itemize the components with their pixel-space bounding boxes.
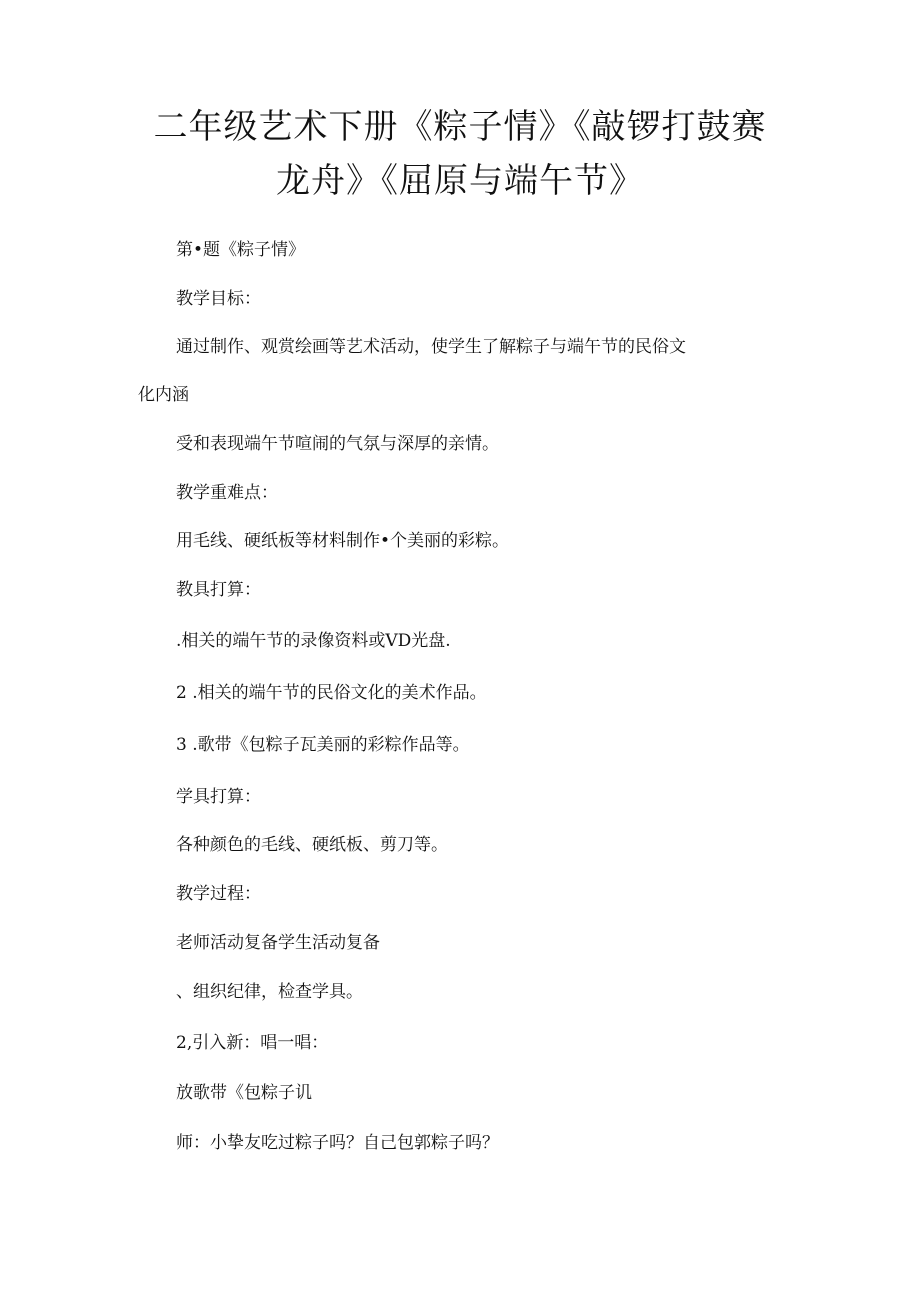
teacher-question: 师：小挚友吃过粽子吗？自己包郭粽子吗？ [176,1133,499,1153]
process-step-2-detail: 放歌带《包粽子讥 [176,1083,312,1103]
teaching-goals-text-cont: 化内涵 [138,385,189,405]
teaching-goals-text-2: 受和表现端午节喧闹的气氛与深厚的亲情。 [176,434,499,454]
process-step-2: 2,引入新：唱一唱： [176,1033,329,1053]
teaching-aids-item-2: 2 .相关的端午节的民俗文化的美术作品。 [176,683,487,703]
student-materials-heading: 学具打算： [176,787,261,807]
process-step-1: 、组织纪律，检查学具。 [176,982,363,1002]
key-points-text: 用毛线、硬纸板等材料制作•个美丽的彩粽。 [176,531,510,551]
teaching-aids-item-1: .相关的端午节的录像资料或VD光盘. [176,631,451,651]
teaching-goals-text: 通过制作、观赏绘画等艺术活动，使学生了解粽子与端午节的民俗文 [176,337,686,357]
document-title-line-1: 二年级艺术下册《粽子情》《敲锣打鼓赛 [153,107,767,147]
student-materials-text: 各种颜色的毛线、硬纸板、剪刀等。 [176,835,448,855]
activity-columns-text: 老师活动复备学生活动复备 [176,933,380,953]
teaching-goals-heading: 教学目标： [176,289,261,309]
lesson-heading: 第•题《粽子情》 [176,240,306,260]
document-title-line-2: 龙舟》《屈原与端午节》 [276,161,644,201]
teaching-aids-item-3: 3 .歌带《包粽子瓦美丽的彩粽作品等。 [176,735,470,755]
teaching-aids-heading: 教具打算： [176,580,261,600]
key-points-heading: 教学重难点： [176,483,278,503]
teaching-process-heading: 教学过程： [176,884,261,904]
